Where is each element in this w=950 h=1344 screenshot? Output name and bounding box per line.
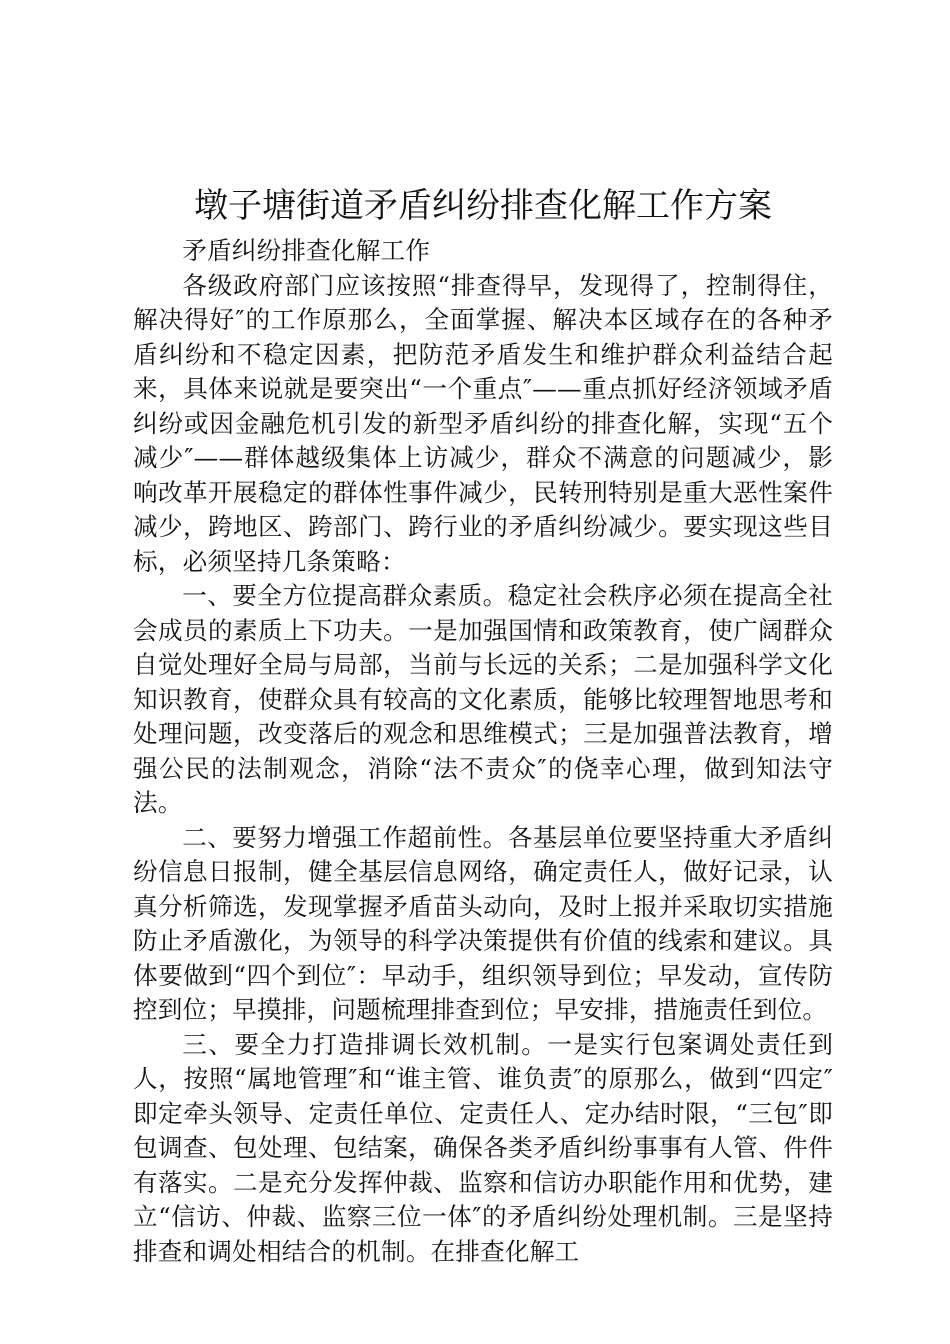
paragraph-intro: 各级政府部门应该按照“排查得早，发现得了，控制得住，解决得好″的工作原那么，全面掌握、解决本区域存在的各种矛盾纠纷和不稳定因素，把防范矛盾发生和维护群众利益结合起来，具体来说就是要突出“一个重点″——重点抓好经济领域矛盾纠纷或因金融危机引发的新型矛盾纠纷的排查化解，实现“五个减少″——群体越级集体上访减少，群众不满意的问题减少，影响改革开展稳定的群体性事件减少，民转刑特别是重大恶性案件减少，跨地区、跨部门、跨行业的矛盾纠纷减少。要实现这些目标，必须坚持几条策略： <box>133 270 833 576</box>
document-title: 墩子塘街道矛盾纠纷排查化解工作方案 <box>194 186 772 226</box>
document-body <box>133 234 833 1269</box>
paragraph-point-1: 一、要全方位提高群众素质。稳定社会秩序必须在提高全社会成员的素质上下功夫。一是加强国情和政策教育，使广阔群众自觉处理好全局与局部，当前与长远的关系；二是加强科学文化知识教育，使群众具有较高的文化素质，能够比较理智地思考和处理问题，改变落后的观念和思维模式；三是加强普法教育，增强公民的法制观念，消除“法不责众″的侥幸心理，做到知法守法。 <box>133 581 833 817</box>
paragraph-point-2: 二、要努力增强工作超前性。各基层单位要坚持重大矛盾纠纷信息日报制，健全基层信息网络，确定责任人，做好记录，认真分析筛选，发现掌握矛盾苗头动向，及时上报并采取切实措施防止矛盾激化，为领导的科学决策提供有价值的线索和建议。具体要做到“四个到位″：早动手，组织领导到位；早发动，宣传防控到位；早摸排，问题梳理排查到位；早安排，措施责任到位。 <box>133 822 833 1024</box>
paragraph-subtitle: 矛盾纠纷排查化解工作 <box>182 236 431 265</box>
paragraph-point-3: 三、要全力打造排调长效机制。一是实行包案调处责任到人，按照“属地管理″和“谁主管、谁负责″的原那么，做到“四定″即定牵头领导、定责任单位、定责任人、定办结时限，“三包″即包调查、包处理、包结案，确保各类矛盾纠纷事事有人管、件件有落实。二是充分发挥仲裁、监察和信访办职能作用和优势，建立“信访、仲裁、监察三位一体″的矛盾纠纷处理机制。三是坚持排查和调处相结合的机制。在排查化解工 <box>133 1029 833 1266</box>
